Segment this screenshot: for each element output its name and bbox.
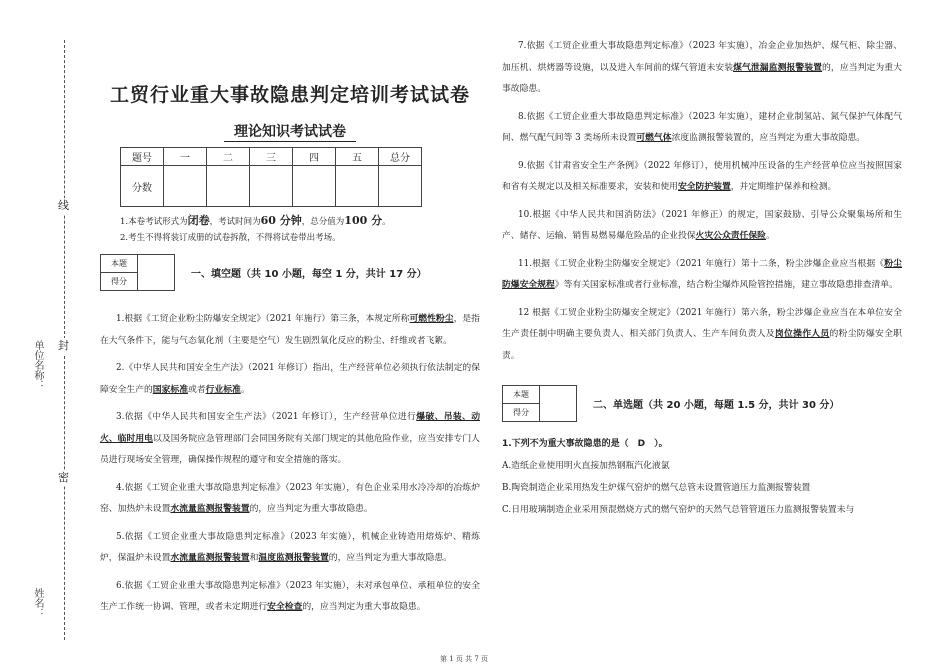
question-text: 9.依据《甘肃省安全生产条例》（2022 年修订），使用机械冲压设备的生产经营单位应当按照国家和省有关规定以及相关标准要求，安装和使用 [502, 160, 902, 192]
answer-blank: 安全防护装置 [677, 182, 731, 192]
answer-blank: 温度监测报警装置 [258, 553, 329, 563]
question-10 [502, 205, 902, 248]
answer-blank: 国家标准 [152, 384, 188, 395]
score-header-cell: 二 [207, 148, 250, 166]
question-text: 浓度监测报警装置的，应当判定为重大事故隐患。 [671, 133, 866, 143]
section-2-score-box [502, 385, 577, 422]
score-cell [336, 166, 379, 207]
answer-blank: 可燃性粉尘 [409, 314, 454, 324]
score-cell [164, 166, 207, 207]
score-header-cell: 四 [293, 148, 336, 166]
score-box-label: 本题 [101, 255, 138, 273]
question-2 [100, 358, 480, 401]
score-box-label: 得分 [503, 404, 540, 422]
score-table-header-row [121, 148, 422, 166]
mcq-option-a: A.造纸企业使用明火直接加热钢瓶汽化液氯 [502, 461, 670, 471]
note-emphasis: 60 分钟 [260, 214, 302, 227]
answer-blank: 煤气泄漏监测报警装置 [733, 62, 823, 73]
score-cell [293, 166, 336, 207]
question-text: 2.《中华人民共和国安全生产法》（2021 年修订）指出，生产经营单位必须执行依法制定的保障安全生产的 [100, 363, 480, 395]
question-12 [502, 303, 902, 368]
score-cell [250, 166, 293, 207]
score-cell [379, 166, 422, 207]
exam-notes [120, 213, 480, 246]
question-text: 以及国务院应急管理部门会同国务院有关部门规定的其他危险作业，应当安排专门人员进行现场安全管理，确保操作规程的遵守和安全措施的落实。 [100, 433, 480, 465]
left-column [100, 60, 480, 625]
score-row-label: 分数 [121, 166, 164, 207]
question-text: 10.根据《中华人民共和国消防法》（2021 年修正）的规定，国家鼓励、引导公众聚集场所和生产、储存、运输、销售易燃易爆危险品的企业投保 [502, 209, 902, 241]
binding-mark-line: 线 [58, 199, 69, 212]
binding-mark-secret: 密 [58, 471, 69, 484]
question-4 [100, 478, 480, 521]
question-text: 3.依据《中华人民共和国安全生产法》（2021 年修订），生产经营单位进行 [116, 412, 417, 422]
question-text: 6.依据《工贸企业重大事故隐患判定标准》（2023 年实施），未对承包单位、承租单位的安全生产工作统一协调、管理，或者未定期进行 [100, 580, 480, 612]
note-2: 2.考生不得将装订成册的试卷拆散，不得将试卷带出考场。 [120, 233, 341, 243]
answer-blank: 行业标准 [205, 384, 241, 395]
question-1 [100, 309, 480, 352]
score-table [120, 147, 422, 207]
exam-subtitle-text: 理论知识考试试卷 [224, 124, 356, 142]
question-text: 的，应当判定为重大事故隐患。 [249, 504, 373, 514]
question-text: 的，应当判定为重大事故隐患。 [302, 602, 426, 612]
note-text: 1.本卷考试形式为 [120, 217, 188, 227]
question-text: 的，应当判定为重大事故隐患。 [328, 553, 452, 563]
mcq-question-1: 1.下列不为重大事故隐患的是（ D ）。 [502, 439, 668, 449]
score-header-cell: 三 [250, 148, 293, 166]
exam-subtitle [100, 121, 480, 141]
fill-in-questions-right [502, 36, 902, 367]
question-5 [100, 527, 480, 570]
question-8 [502, 107, 902, 150]
mcq-option-c: C.日用玻璃制造企业采用预混燃烧方式的燃气窑炉的天然气总管管道压力监测报警装置未与 [502, 505, 855, 515]
question-text: 的，应当判定为重大事故隐患。 [502, 62, 902, 94]
section-1-header [100, 254, 480, 291]
right-column [502, 36, 902, 521]
section-1-title: 一、填空题（共 10 小题，每空 1 分，共计 17 分） [191, 269, 427, 280]
note-emphasis: 闭卷 [187, 214, 210, 227]
question-text: 》等有关国家标准或者行业标准，结合粉尘爆炸风险管控措施，建立事故隐患排查清单。 [554, 280, 898, 290]
score-header-cell: 总分 [379, 148, 422, 166]
binding-mark-seal: 封 [58, 339, 69, 352]
question-text: 。 [765, 231, 775, 241]
note-text: ，总分值为 [301, 217, 345, 227]
page-footer: 第 1 页 共 7 页 [440, 655, 489, 663]
section-2-header [502, 385, 902, 422]
score-cell [207, 166, 250, 207]
score-box-input [138, 255, 175, 291]
question-text: 。 [240, 384, 250, 395]
unit-name-label: 单位名称： [32, 340, 43, 390]
question-3 [100, 407, 480, 472]
question-11 [502, 254, 902, 297]
score-box-label: 本题 [503, 386, 540, 404]
answer-blank: 爆破、吊装、动火、临时用电 [100, 412, 480, 444]
mcq-options [502, 455, 902, 521]
question-text: 1.根据《工贸企业粉尘防爆安全规定》（2021 年施行）第三条，本规定所称 [116, 314, 410, 324]
question-text: 和 [249, 553, 259, 563]
binding-margin [0, 0, 90, 672]
score-box-input [540, 386, 577, 422]
fill-in-questions-left [100, 309, 480, 619]
question-9 [502, 156, 902, 199]
question-text: 或者 [188, 384, 206, 395]
answer-blank: 水流量监测报警装置 [170, 553, 250, 563]
question-text: ，并定期维护保养和检测。 [730, 182, 837, 192]
section-2-title: 二、单选题（共 20 小题，每题 1.5 分，共计 30 分） [593, 400, 840, 411]
candidate-name-label: 姓名： [32, 588, 43, 618]
score-table-score-row [121, 166, 422, 207]
mcq-option-b: B.陶瓷制造企业采用热发生炉煤气窑炉的燃气总管未设置管道压力监测报警装置 [502, 483, 811, 493]
score-header-cell: 五 [336, 148, 379, 166]
question-text: 11.根据《工贸企业粉尘防爆安全规定》（2021 年施行）第十二条，粉尘涉爆企业应当根据《 [518, 258, 885, 269]
question-text: 的粉尘防爆安全职责。 [502, 329, 902, 361]
score-box-label: 得分 [101, 273, 138, 291]
note-1 [120, 213, 480, 230]
answer-blank: 粉尘防爆安全规程 [502, 258, 902, 290]
question-7 [502, 36, 902, 101]
score-header-cell: 一 [164, 148, 207, 166]
question-text: 12 根据《工贸企业粉尘防爆安全规定》（2021 年施行）第六条，粉尘涉爆企业应当在本单位安全生产责任制中明确主要负责人、相关部门负责人、生产车间负责人及 [502, 307, 902, 339]
exam-title: 工贸行业重大事故隐患判定培训考试试卷 [109, 84, 470, 106]
question-text: 8.依据《工贸企业重大事故隐患判定标准》（2023 年实施），建材企业制氢站、氮气保护气体配气间、燃气配气间等 3 类场所未设置 [502, 111, 902, 143]
note-text: 。 [382, 217, 391, 227]
answer-blank: 可燃气体 [636, 133, 672, 143]
note-text: ，考试时间为 [209, 217, 261, 227]
note-emphasis: 100 分 [344, 214, 383, 227]
answer-blank: 火灾公众责任保险 [695, 231, 766, 241]
question-text: 7.依据《工贸企业重大事故隐患判定标准》（2023 年实施），冶金企业加热炉、煤气柜、除尘器、加压机、烘烤器等设施，以及进入车间前的煤气管道未安装 [502, 41, 902, 73]
question-text: 5.依据《工贸企业重大事故隐患判定标准》（2023 年实施），机械企业铸造用熔炼炉、精炼炉，保温炉未设置 [100, 531, 480, 563]
section-1-score-box [100, 254, 175, 291]
question-6 [100, 576, 480, 619]
score-header-cell: 题号 [121, 148, 164, 166]
answer-blank: 岗位操作人员 [774, 329, 830, 339]
answer-blank: 安全检查 [267, 602, 303, 612]
question-text: 4.依据《工贸企业重大事故隐患判定标准》（2023 年实施），有色企业采用水冷冷却的冶炼炉窑、加热炉未设置 [100, 482, 480, 514]
answer-blank: 水流量监测报警装置 [170, 504, 250, 514]
question-text: ，是指在大气条件下，能与气态氧化剂（主要是空气）发生剧烈氧化反应的粉尘、纤维或者飞絮。 [100, 314, 480, 346]
